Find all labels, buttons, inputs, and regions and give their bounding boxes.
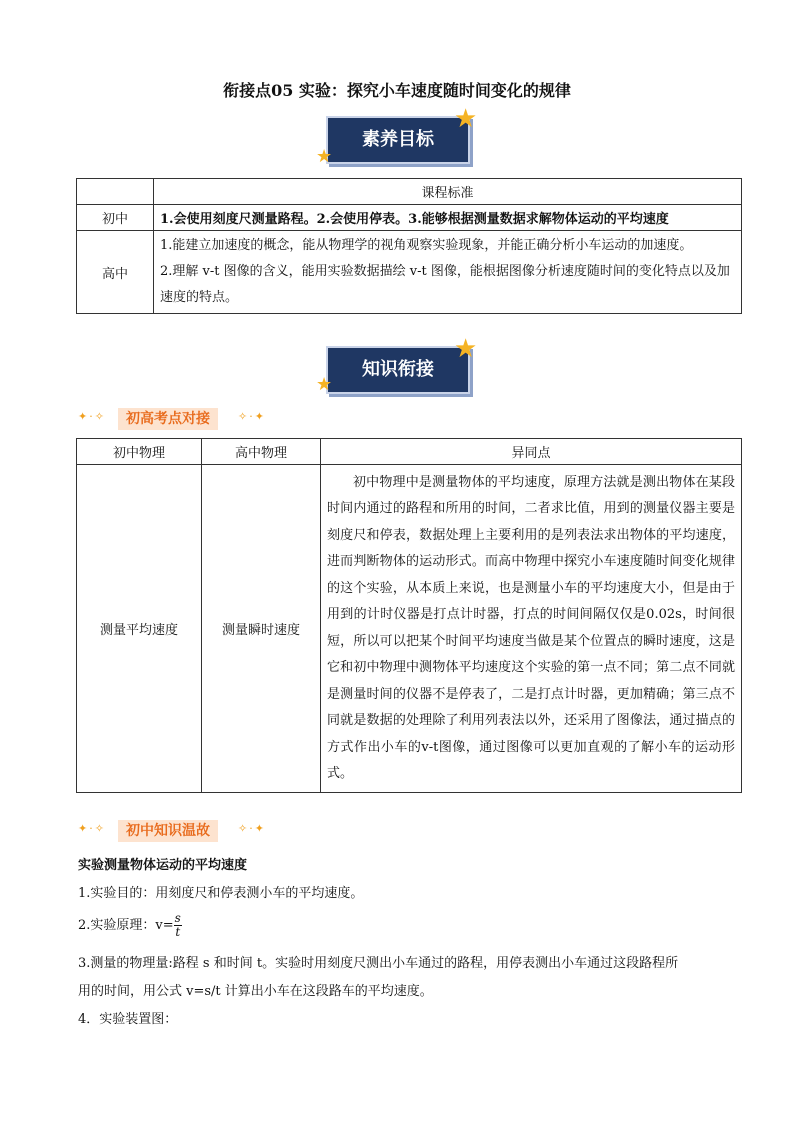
sparkle-icon: ✦·✧ bbox=[78, 822, 106, 835]
principle-prefix: 2.实验原理：v= bbox=[78, 918, 174, 933]
difference-cell: 初中物理中是测量物体的平均速度，原理方法就是测出物体在某段时间内通过的路程和所用的时间，二者求比值，用到的测量仪器主要是刻度尺和停表，数据处理上主要利用的是列表法求出物体的平均速度，进而判断物体的运动形式。而高中物理中探究小车速度随时间变化规律的这个实验，从本质上来说，也是测量小车的平均速度大小，但是由于用到的计时仪器是打点计时器，打点的时间间隔仅仅是0.02s，时间很短，所以可以把某个时间平均速度当做是某个位置点的瞬时速度，这是它和初中物理中测物体平均速度这个实验的第一点不同；第二点不同就是测量时间的仪器不是停表了，二是打点计时器，更加精确；第三点不同就是数据的处理除了利用列表法以外，还采用了图像法，通过描点的方式作出小车的v-t图像，通过图像可以更加直观的了解小车的运动形式。 bbox=[321, 465, 742, 793]
badge-label: 知识衔接 bbox=[362, 359, 434, 380]
sparkle-icon: ✧·✦ bbox=[238, 822, 266, 835]
junior-cell: 测量平均速度 bbox=[77, 465, 202, 793]
column-header: 初中物理 bbox=[77, 439, 202, 465]
sparkle-icon: ✦·✧ bbox=[78, 410, 106, 423]
row-line: 1.能建立加速度的概念，能从物理学的视角观察实验现象，并能正确分析小车运动的加速度。 bbox=[160, 238, 693, 253]
column-header: 高中物理 bbox=[202, 439, 321, 465]
curriculum-standard-table bbox=[76, 178, 742, 314]
sparkle-icon: ✧·✦ bbox=[238, 410, 266, 423]
section-heading-review bbox=[78, 820, 298, 842]
fraction-denominator: t bbox=[175, 925, 181, 939]
badge-label: 素养目标 bbox=[362, 129, 434, 150]
paragraph: 4．实验装置图： bbox=[78, 1012, 178, 1027]
star-icon: ★ bbox=[316, 374, 333, 395]
paragraph: 3.测量的物理量:路程 s 和时间 t。实验时用刻度尺测出小车通过的路程，用停表测出小车通过这段路程所 bbox=[78, 956, 679, 971]
paragraph: 用的时间，用公式 v=s/t 计算出小车在这段路车的平均速度。 bbox=[78, 984, 433, 999]
badge-literacy-goals bbox=[316, 104, 478, 167]
paragraph bbox=[78, 912, 182, 939]
fraction bbox=[174, 912, 182, 939]
table-header: 课程标准 bbox=[154, 179, 742, 205]
section-label: 初高考点对接 bbox=[118, 408, 218, 430]
row-content bbox=[154, 231, 742, 314]
star-icon: ★ bbox=[316, 146, 333, 167]
star-icon: ★ bbox=[454, 334, 478, 364]
comparison-table bbox=[76, 438, 742, 793]
section-label: 初中知识温故 bbox=[118, 820, 218, 842]
row-label: 初中 bbox=[77, 205, 154, 231]
fraction-numerator: s bbox=[174, 911, 181, 925]
row-label: 高中 bbox=[77, 231, 154, 314]
paragraph: 1.实验目的：用刻度尺和停表测小车的平均速度。 bbox=[78, 886, 364, 901]
section-heading-exam-points bbox=[78, 408, 298, 430]
column-header: 异同点 bbox=[321, 439, 742, 465]
page-title: 衔接点05 实验：探究小车速度随时间变化的规律 bbox=[223, 81, 571, 100]
senior-cell: 测量瞬时速度 bbox=[202, 465, 321, 793]
row-line: 2.理解 v-t 图像的含义，能用实验数据描绘 v-t 图像，能根据图像分析速度随时间的变化特点以及加速度的特点。 bbox=[160, 264, 730, 305]
subheading: 实验测量物体运动的平均速度 bbox=[78, 858, 248, 873]
star-icon: ★ bbox=[454, 104, 478, 134]
badge-knowledge-link bbox=[316, 334, 478, 396]
row-content: 1.会使用刻度尺测量路程。2.会使用停表。3.能够根据测量数据求解物体运动的平均速度 bbox=[154, 205, 742, 231]
